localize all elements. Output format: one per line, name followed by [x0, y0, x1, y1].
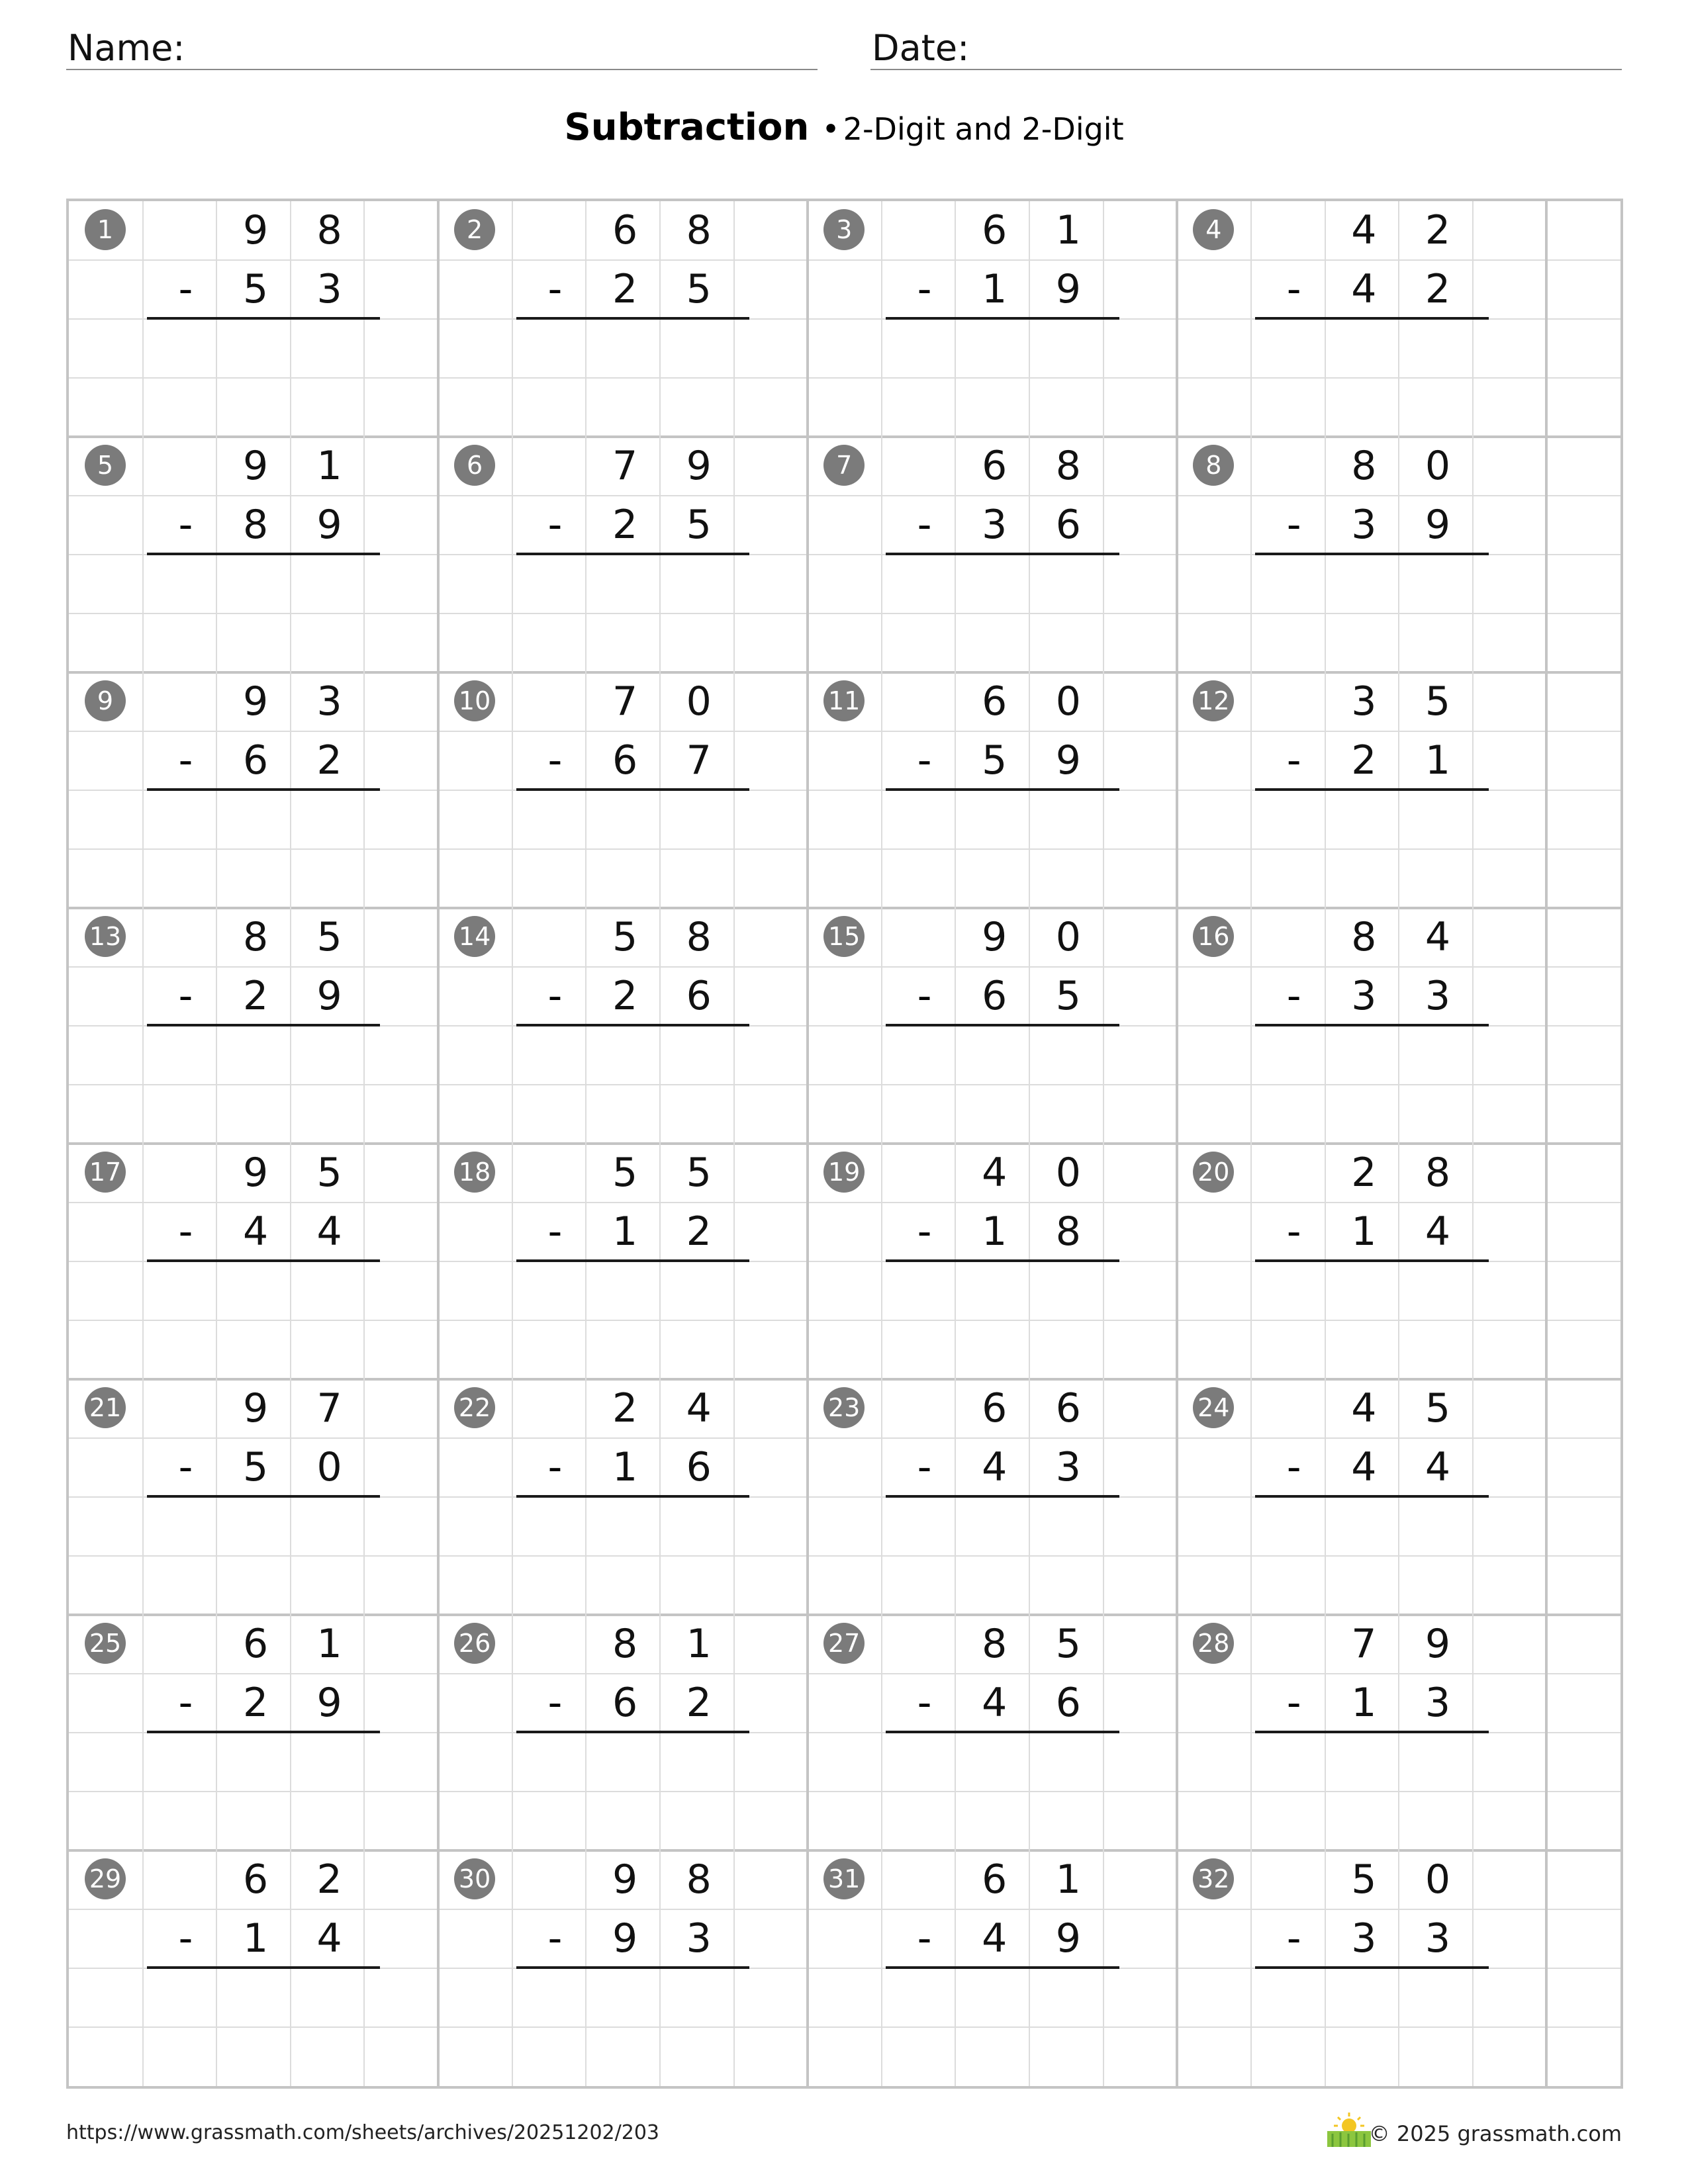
subtrahend-digit: 9: [1055, 737, 1081, 784]
subtrahend-digit: 2: [1351, 737, 1377, 784]
subtrahend-digit: 6: [242, 737, 269, 784]
minuend-digit: 5: [1351, 1856, 1377, 1903]
subtrahend-digit: 4: [1351, 266, 1377, 312]
subtrahend-digit: 3: [1425, 1680, 1451, 1726]
answer-area[interactable]: [1251, 555, 1473, 614]
subtrahend-digit: 2: [612, 502, 638, 548]
minuend-digit: 4: [1351, 1385, 1377, 1432]
subtrahend-digit: 4: [316, 1208, 342, 1255]
minus-sign: -: [178, 1444, 193, 1491]
subtrahend-digit: 8: [242, 502, 269, 548]
minus-sign: -: [1286, 1208, 1301, 1255]
answer-area[interactable]: [512, 1261, 734, 1320]
minuend-digit: 2: [1425, 207, 1451, 253]
minus-sign: -: [917, 1915, 932, 1962]
problem-number-badge: 29: [85, 1858, 126, 1899]
problem-number-badge: 4: [1193, 209, 1234, 250]
answer-area[interactable]: [1251, 1968, 1473, 2027]
problem: [438, 1850, 827, 2087]
minuend-digit: 6: [612, 207, 638, 253]
minuend-digit: 4: [686, 1385, 712, 1432]
problem-number-badge: 32: [1193, 1858, 1234, 1899]
minuend-digit: 8: [1055, 443, 1081, 489]
problem: [808, 201, 1197, 437]
subtrahend-digit: 6: [982, 973, 1008, 1019]
subtrahend-digit: 1: [242, 1915, 269, 1962]
problem: [438, 437, 827, 673]
minuend-digit: 7: [612, 678, 638, 725]
problem-number-badge: 11: [823, 680, 865, 721]
subtrahend-digit: 9: [1055, 266, 1081, 312]
subtrahend-digit: 3: [1425, 973, 1451, 1019]
minuend-digit: 8: [242, 914, 269, 960]
problem-number-badge: 24: [1193, 1387, 1234, 1428]
problem-number-badge: 6: [454, 445, 495, 486]
problem-number-badge: 21: [85, 1387, 126, 1428]
minus-sign: -: [547, 1680, 563, 1727]
subtrahend-digit: 4: [982, 1444, 1008, 1490]
problem: [438, 908, 827, 1144]
subtrahend-digit: 2: [686, 1680, 712, 1726]
minuend-digit: 1: [316, 1621, 342, 1667]
problem: [438, 1379, 827, 1615]
problem-number-badge: 8: [1193, 445, 1234, 486]
minus-sign: -: [178, 1915, 193, 1962]
minuend-digit: 5: [1425, 1385, 1451, 1432]
problem: [1177, 437, 1566, 673]
problem: [69, 1144, 458, 1380]
problem: [808, 1615, 1197, 1851]
subtrahend-digit: 2: [242, 1680, 269, 1726]
problem-number-badge: 3: [823, 209, 865, 250]
problem-number-badge: 26: [454, 1623, 495, 1664]
subtrahend-digit: 9: [316, 1680, 342, 1726]
problem-number-badge: 19: [823, 1152, 865, 1193]
answer-area[interactable]: [1251, 790, 1473, 849]
subtrahend-digit: 1: [1425, 737, 1451, 784]
title-main: Subtraction: [564, 106, 810, 149]
date-field[interactable]: [870, 20, 1622, 70]
answer-area[interactable]: [512, 319, 734, 378]
minuend-digit: 9: [982, 914, 1008, 960]
problem-number-badge: 22: [454, 1387, 495, 1428]
minuend-digit: 5: [612, 1150, 638, 1196]
problem-number-badge: 17: [85, 1152, 126, 1193]
problem: [438, 672, 827, 909]
minuend-digit: 0: [1055, 914, 1081, 960]
minus-sign: -: [917, 502, 932, 549]
worksheet-title: [0, 106, 1688, 149]
problem: [69, 908, 458, 1144]
problem: [808, 908, 1197, 1144]
minuend-digit: 9: [242, 207, 269, 253]
answer-area[interactable]: [1251, 1497, 1473, 1556]
minuend-digit: 5: [1425, 678, 1451, 725]
footer-url: https://www.grassmath.com/sheets/archives/20251202/203: [66, 2121, 660, 2144]
minus-sign: -: [917, 1680, 932, 1727]
subtrahend-digit: 4: [982, 1680, 1008, 1726]
minus-sign: -: [178, 1680, 193, 1727]
problem-number-badge: 27: [823, 1623, 865, 1664]
minuend-digit: 0: [1055, 678, 1081, 725]
answer-area[interactable]: [143, 1733, 365, 1792]
problem-number-badge: 18: [454, 1152, 495, 1193]
answer-area[interactable]: [512, 1733, 734, 1792]
minus-sign: -: [178, 1208, 193, 1255]
problem: [69, 201, 458, 437]
subtrahend-digit: 4: [316, 1915, 342, 1962]
subtrahend-digit: 5: [242, 266, 269, 312]
subtrahend-digit: 6: [1055, 502, 1081, 548]
minuend-digit: 6: [982, 678, 1008, 725]
minus-sign: -: [917, 1208, 932, 1255]
minuend-digit: 3: [316, 678, 342, 725]
subtrahend-digit: 1: [1351, 1680, 1377, 1726]
minuend-digit: 6: [1055, 1385, 1081, 1432]
minuend-digit: 2: [612, 1385, 638, 1432]
minuend-digit: 9: [242, 443, 269, 489]
answer-area[interactable]: [1251, 319, 1473, 378]
subtrahend-digit: 2: [1425, 266, 1451, 312]
problem: [69, 1850, 458, 2087]
subtrahend-digit: 1: [612, 1444, 638, 1490]
problem: [1177, 908, 1566, 1144]
problem: [1177, 1144, 1566, 1380]
minuend-digit: 2: [316, 1856, 342, 1903]
problem-number-badge: 15: [823, 916, 865, 957]
problem-number-badge: 16: [1193, 916, 1234, 957]
minus-sign: -: [547, 1915, 563, 1962]
minuend-digit: 7: [1351, 1621, 1377, 1667]
subtrahend-digit: 6: [1055, 1680, 1081, 1726]
subtrahend-digit: 6: [686, 973, 712, 1019]
problem-number-badge: 30: [454, 1858, 495, 1899]
minus-sign: -: [547, 1208, 563, 1255]
minuend-digit: 9: [242, 1150, 269, 1196]
answer-area[interactable]: [143, 555, 365, 614]
problem: [1177, 1615, 1566, 1851]
minus-sign: -: [917, 973, 932, 1020]
minuend-digit: 8: [316, 207, 342, 253]
minuend-digit: 4: [1351, 207, 1377, 253]
problem-number-badge: 23: [823, 1387, 865, 1428]
problem-number-badge: 9: [85, 680, 126, 721]
minus-sign: -: [1286, 1915, 1301, 1962]
subtrahend-digit: 4: [982, 1915, 1008, 1962]
minuend-digit: 5: [316, 914, 342, 960]
minus-sign: -: [547, 737, 563, 784]
title-bullet: •: [821, 111, 840, 147]
subtrahend-digit: 2: [686, 1208, 712, 1255]
problem-number-badge: 10: [454, 680, 495, 721]
subtrahend-digit: 3: [1351, 1915, 1377, 1962]
minuend-digit: 8: [686, 914, 712, 960]
minuend-digit: 6: [242, 1856, 269, 1903]
answer-area[interactable]: [143, 1026, 365, 1085]
problem: [438, 1615, 827, 1851]
problem: [808, 1850, 1197, 2087]
problem-number-badge: 2: [454, 209, 495, 250]
problem: [69, 1379, 458, 1615]
minuend-digit: 1: [1055, 1856, 1081, 1903]
minuend-digit: 7: [612, 443, 638, 489]
minuend-digit: 6: [982, 1385, 1008, 1432]
answer-area[interactable]: [882, 1968, 1103, 2027]
problem-number-badge: 12: [1193, 680, 1234, 721]
problem: [808, 1144, 1197, 1380]
minuend-digit: 3: [1351, 678, 1377, 725]
subtrahend-digit: 6: [686, 1444, 712, 1490]
minus-sign: -: [178, 973, 193, 1020]
subtrahend-digit: 9: [1055, 1915, 1081, 1962]
minuend-digit: 4: [1425, 914, 1451, 960]
subtrahend-digit: 2: [612, 973, 638, 1019]
problem: [808, 437, 1197, 673]
subtrahend-digit: 4: [242, 1208, 269, 1255]
subtrahend-digit: 5: [1055, 973, 1081, 1019]
minuend-digit: 8: [686, 1856, 712, 1903]
minuend-digit: 8: [1425, 1150, 1451, 1196]
problem-grid: [66, 199, 1623, 2089]
subtrahend-digit: 7: [686, 737, 712, 784]
subtrahend-digit: 3: [982, 502, 1008, 548]
subtrahend-digit: 3: [1351, 502, 1377, 548]
name-field[interactable]: [66, 20, 818, 70]
minus-sign: -: [1286, 502, 1301, 549]
problem: [1177, 672, 1566, 909]
answer-area[interactable]: [882, 1497, 1103, 1556]
minus-sign: -: [1286, 1444, 1301, 1491]
subtrahend-digit: 3: [1055, 1444, 1081, 1490]
problem: [1177, 1850, 1566, 2087]
problem: [69, 437, 458, 673]
problem-number-badge: 25: [85, 1623, 126, 1664]
problem: [69, 672, 458, 909]
minus-sign: -: [547, 973, 563, 1020]
minuend-digit: 9: [242, 1385, 269, 1432]
answer-area[interactable]: [882, 790, 1103, 849]
minuend-digit: 5: [316, 1150, 342, 1196]
minuend-digit: 5: [686, 1150, 712, 1196]
subtrahend-digit: 2: [242, 973, 269, 1019]
minuend-digit: 6: [242, 1621, 269, 1667]
subtrahend-digit: 1: [982, 266, 1008, 312]
minuend-digit: 9: [1425, 1621, 1451, 1667]
minus-sign: -: [1286, 266, 1301, 313]
problem-number-badge: 14: [454, 916, 495, 957]
minus-sign: -: [178, 737, 193, 784]
minuend-digit: 7: [316, 1385, 342, 1432]
problem-number-badge: 13: [85, 916, 126, 957]
answer-area[interactable]: [1251, 1733, 1473, 1792]
answer-area[interactable]: [882, 555, 1103, 614]
answer-area[interactable]: [882, 319, 1103, 378]
subtrahend-digit: 4: [1425, 1208, 1451, 1255]
minuend-digit: 0: [686, 678, 712, 725]
minuend-digit: 6: [982, 443, 1008, 489]
answer-area[interactable]: [143, 790, 365, 849]
subtrahend-digit: 3: [316, 266, 342, 312]
answer-area[interactable]: [1251, 1261, 1473, 1320]
subtrahend-digit: 9: [1425, 502, 1451, 548]
minuend-digit: 9: [242, 678, 269, 725]
minuend-digit: 8: [612, 1621, 638, 1667]
subtrahend-digit: 6: [612, 1680, 638, 1726]
problem: [438, 201, 827, 437]
answer-area[interactable]: [882, 1733, 1103, 1792]
subtrahend-digit: 9: [316, 502, 342, 548]
minus-sign: -: [917, 1444, 932, 1491]
problem-number-badge: 20: [1193, 1152, 1234, 1193]
answer-area[interactable]: [143, 1261, 365, 1320]
minuend-digit: 0: [1425, 443, 1451, 489]
subtrahend-digit: 2: [316, 737, 342, 784]
answer-area[interactable]: [512, 1968, 734, 2027]
subtrahend-digit: 2: [612, 266, 638, 312]
subtrahend-digit: 1: [612, 1208, 638, 1255]
minuend-digit: 6: [982, 207, 1008, 253]
subtrahend-digit: 0: [316, 1444, 342, 1490]
minuend-digit: 2: [1351, 1150, 1377, 1196]
minus-sign: -: [178, 502, 193, 549]
subtrahend-digit: 1: [1351, 1208, 1377, 1255]
minus-sign: -: [547, 1444, 563, 1491]
minus-sign: -: [547, 266, 563, 313]
subtrahend-digit: 3: [1425, 1915, 1451, 1962]
answer-area[interactable]: [143, 1497, 365, 1556]
minuend-digit: 8: [982, 1621, 1008, 1667]
minuend-digit: 6: [982, 1856, 1008, 1903]
answer-area[interactable]: [143, 1968, 365, 2027]
minuend-digit: 4: [982, 1150, 1008, 1196]
problem-number-badge: 31: [823, 1858, 865, 1899]
problem: [438, 1144, 827, 1380]
subtrahend-digit: 1: [982, 1208, 1008, 1255]
subtrahend-digit: 8: [1055, 1208, 1081, 1255]
problem: [808, 1379, 1197, 1615]
minus-sign: -: [1286, 737, 1301, 784]
minuend-digit: 5: [1055, 1621, 1081, 1667]
minuend-digit: 8: [1351, 443, 1377, 489]
subtrahend-digit: 3: [1351, 973, 1377, 1019]
minus-sign: -: [1286, 1680, 1301, 1727]
minuend-digit: 5: [612, 914, 638, 960]
answer-area[interactable]: [512, 790, 734, 849]
minus-sign: -: [178, 266, 193, 313]
subtrahend-digit: 9: [612, 1915, 638, 1962]
answer-area[interactable]: [512, 555, 734, 614]
answer-area[interactable]: [1251, 1026, 1473, 1085]
subtrahend-digit: 4: [1425, 1444, 1451, 1490]
minus-sign: -: [917, 737, 932, 784]
minuend-digit: 9: [612, 1856, 638, 1903]
grassmath-logo-icon: [1326, 2111, 1372, 2148]
problem-number-badge: 7: [823, 445, 865, 486]
answer-area[interactable]: [882, 1261, 1103, 1320]
minuend-digit: 0: [1055, 1150, 1081, 1196]
answer-area[interactable]: [882, 1026, 1103, 1085]
problem-number-badge: 28: [1193, 1623, 1234, 1664]
minuend-digit: 1: [1055, 207, 1081, 253]
subtrahend-digit: 3: [686, 1915, 712, 1962]
subtrahend-digit: 5: [982, 737, 1008, 784]
minuend-digit: 8: [686, 207, 712, 253]
subtrahend-digit: 6: [612, 737, 638, 784]
problem-number-badge: 1: [85, 209, 126, 250]
answer-area[interactable]: [512, 1497, 734, 1556]
minuend-digit: 1: [686, 1621, 712, 1667]
problem: [1177, 201, 1566, 437]
subtrahend-digit: 5: [686, 502, 712, 548]
minus-sign: -: [1286, 973, 1301, 1020]
subtrahend-digit: 9: [316, 973, 342, 1019]
answer-area[interactable]: [512, 1026, 734, 1085]
minuend-digit: 0: [1425, 1856, 1451, 1903]
problem: [1177, 1379, 1566, 1615]
problem-number-badge: 5: [85, 445, 126, 486]
subtrahend-digit: 5: [242, 1444, 269, 1490]
minuend-digit: 1: [316, 443, 342, 489]
problem: [69, 1615, 458, 1851]
footer-copyright: © 2025 grassmath.com: [1368, 2121, 1622, 2146]
minuend-digit: 9: [686, 443, 712, 489]
name-label: Name:: [68, 27, 185, 69]
date-label: Date:: [872, 27, 970, 69]
title-subtitle: 2-Digit and 2-Digit: [843, 111, 1124, 147]
minuend-digit: 8: [1351, 914, 1377, 960]
subtrahend-digit: 4: [1351, 1444, 1377, 1490]
problem: [808, 672, 1197, 909]
minus-sign: -: [917, 266, 932, 313]
answer-area[interactable]: [143, 319, 365, 378]
subtrahend-digit: 5: [686, 266, 712, 312]
minus-sign: -: [547, 502, 563, 549]
